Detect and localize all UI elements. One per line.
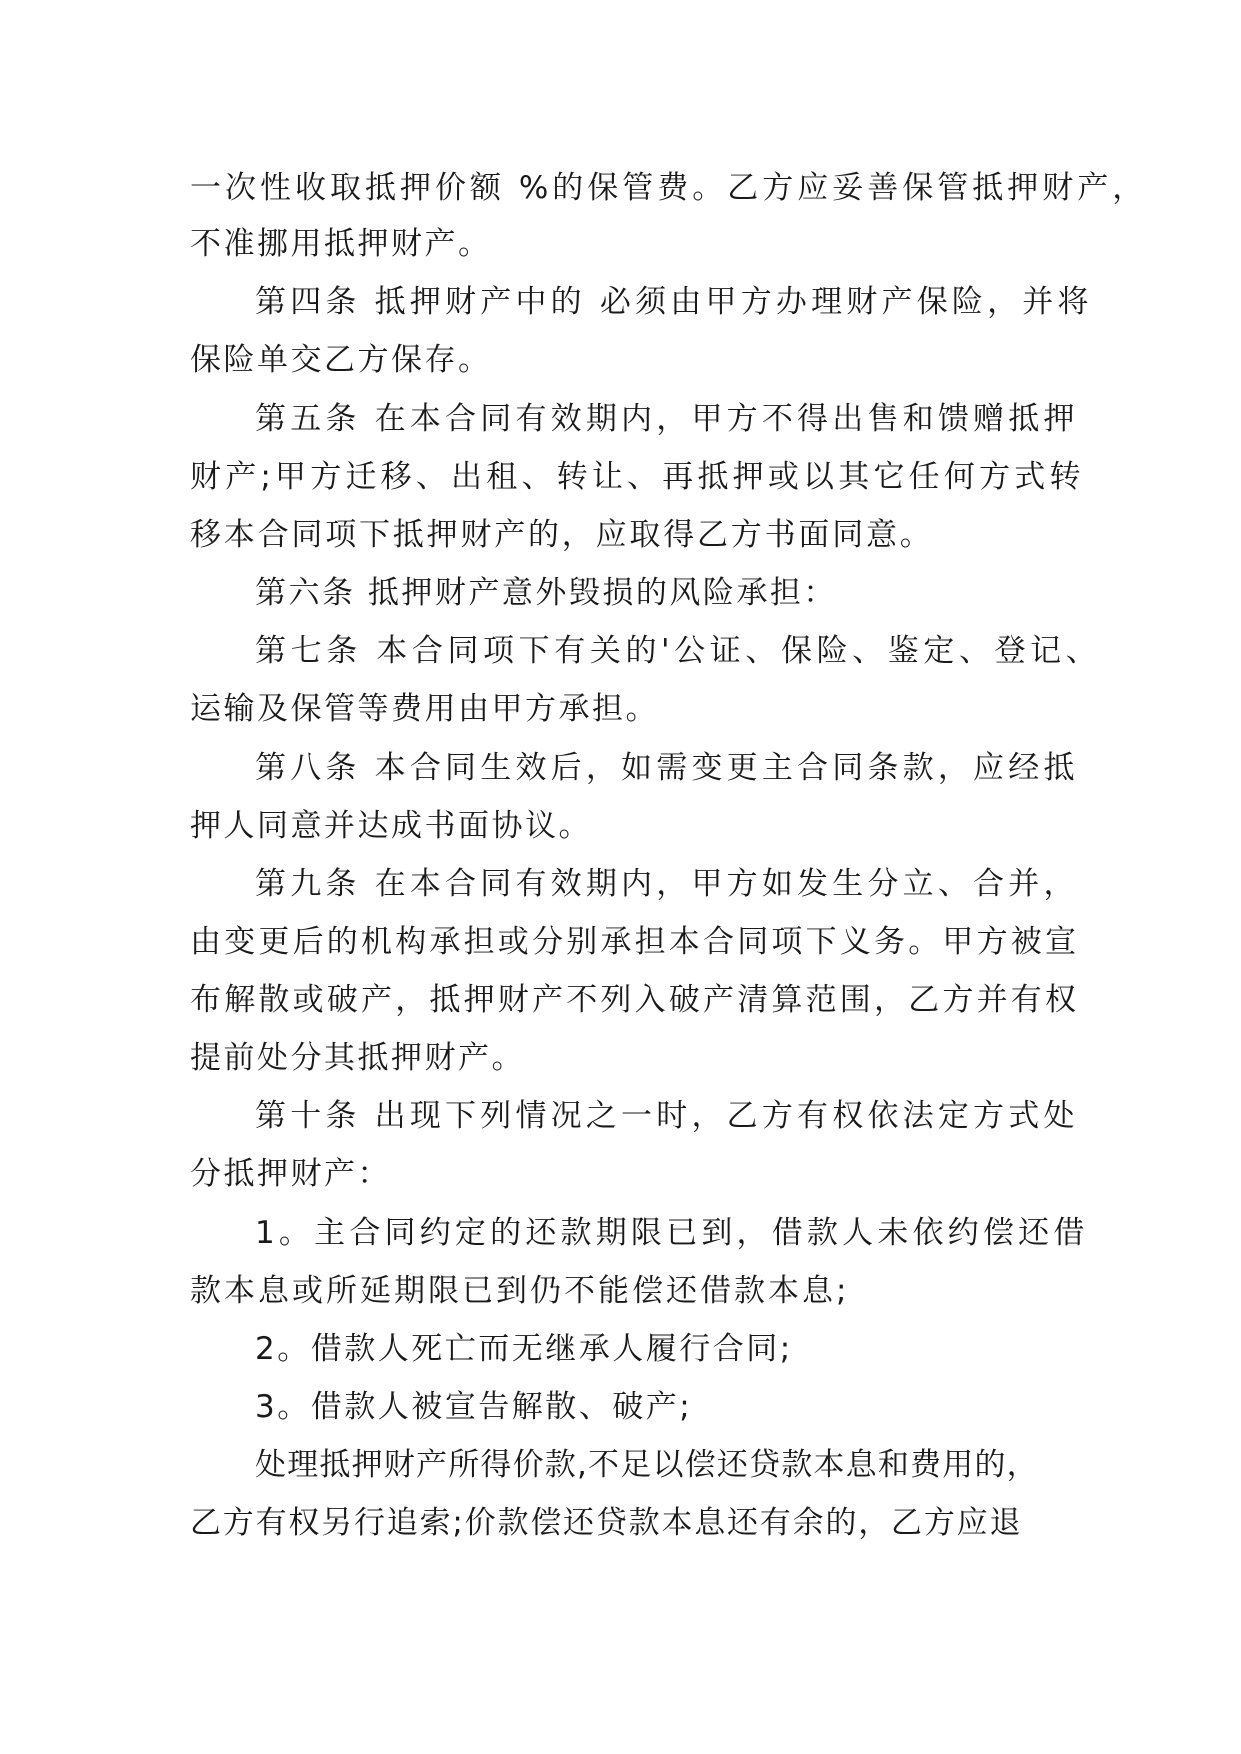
article-6: 第六条 抵押财产意外毁损的风险承担： [255, 575, 837, 611]
text-line: 保险单交乙方保存。 [190, 342, 492, 378]
text-line: 财产;甲方迁移、出租、转让、再抵押或以其它任何方式转 [190, 459, 1085, 495]
article-8: 第八条 本合同生效后，如需变更主合同条款，应经抵 [255, 750, 1079, 786]
article-9: 第九条 在本合同有效期内，甲方如发生分立、合并， [255, 866, 1079, 902]
list-item-3: 3。借款人被宣告解散、破产; [255, 1389, 693, 1425]
article-4: 第四条 抵押财产中的 必须由甲方办理财产保险，并将 [255, 284, 1093, 320]
text-line: 提前处分其抵押财产。 [190, 1040, 525, 1076]
list-item-1: 1。主合同约定的还款期限已到，借款人未依约偿还借 [255, 1215, 1089, 1251]
text-line: 不准挪用抵押财产。 [190, 226, 492, 262]
text-line: 款本息或所延期限已到仍不能偿还借款本息; [190, 1273, 850, 1309]
article-5: 第五条 在本合同有效期内，甲方不得出售和馈赠抵押 [255, 401, 1079, 437]
text-line: 运输及保管等费用由甲方承担。 [190, 691, 659, 727]
text-line: 由变更后的机构承担或分别承担本合同项下义务。甲方被宣 [190, 924, 1080, 960]
article-7: 第七条 本合同项下有关的'公证、保险、鉴定、登记、 [255, 633, 1102, 669]
text-line: 押人同意并达成书面协议。 [190, 808, 592, 844]
text-line: 乙方有权另行追索;价款偿还贷款本息还有余的，乙方应退 [190, 1505, 1023, 1541]
text-line: 处理抵押财产所得价款,不足以偿还贷款本息和费用的， [255, 1447, 1039, 1483]
article-10: 第十条 出现下列情况之一时，乙方有权依法定方式处 [255, 1098, 1079, 1134]
text-line: 移本合同项下抵押财产的，应取得乙方书面同意。 [190, 517, 934, 553]
text-line: 布解散或破产，抵押财产不列入破产清算范围，乙方并有权 [190, 982, 1080, 1018]
text-line: 分抵押财产： [190, 1156, 391, 1192]
text-line: 一次性收取抵押价额 %的保管费。乙方应妥善保管抵押财产， [190, 170, 1148, 206]
list-item-2: 2。借款人死亡而无继承人履行合同; [255, 1331, 793, 1367]
